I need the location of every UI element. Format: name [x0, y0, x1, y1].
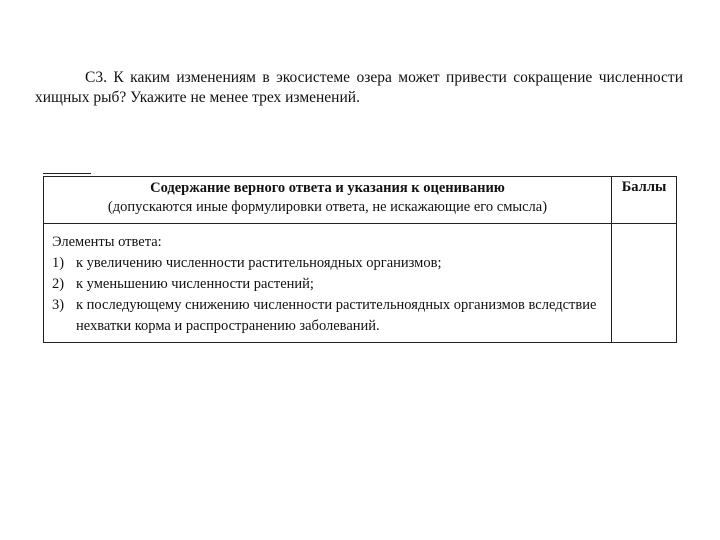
table-header-score: Баллы [612, 177, 677, 224]
table-header-row [44, 177, 677, 224]
answer-elements-cell [44, 224, 612, 343]
elements-title: Элементы ответа: [52, 234, 162, 250]
table-top-rule [43, 173, 91, 174]
header-note: (допускаются иные формулировки ответа, не искажающие его смысла) [107, 199, 548, 215]
list-item [52, 253, 605, 274]
item-number: 2) [52, 276, 65, 292]
answer-table [43, 176, 677, 343]
score-cell [612, 224, 677, 343]
elements-list [52, 253, 605, 337]
list-item [52, 274, 605, 295]
table-body-row [44, 224, 677, 343]
item-text: к увеличению численности растительноядных организмов; [76, 255, 442, 271]
item-text: к уменьшению численности растений; [76, 276, 314, 292]
item-number: 3) [52, 297, 65, 313]
item-number: 1) [52, 255, 65, 271]
list-item [52, 295, 605, 337]
item-text: к последующему снижению численности растительноядных организмов вследствие нехватки корма и распространению заболеваний. [76, 297, 597, 334]
question-text: С3. К каким изменениям в экосистеме озера может привести сокращение численности хищных рыб? Укажите не менее трех изменений. [35, 68, 683, 106]
table-header-content [44, 177, 612, 224]
header-title: Содержание верного ответа и указания к оцениванию [150, 180, 505, 196]
